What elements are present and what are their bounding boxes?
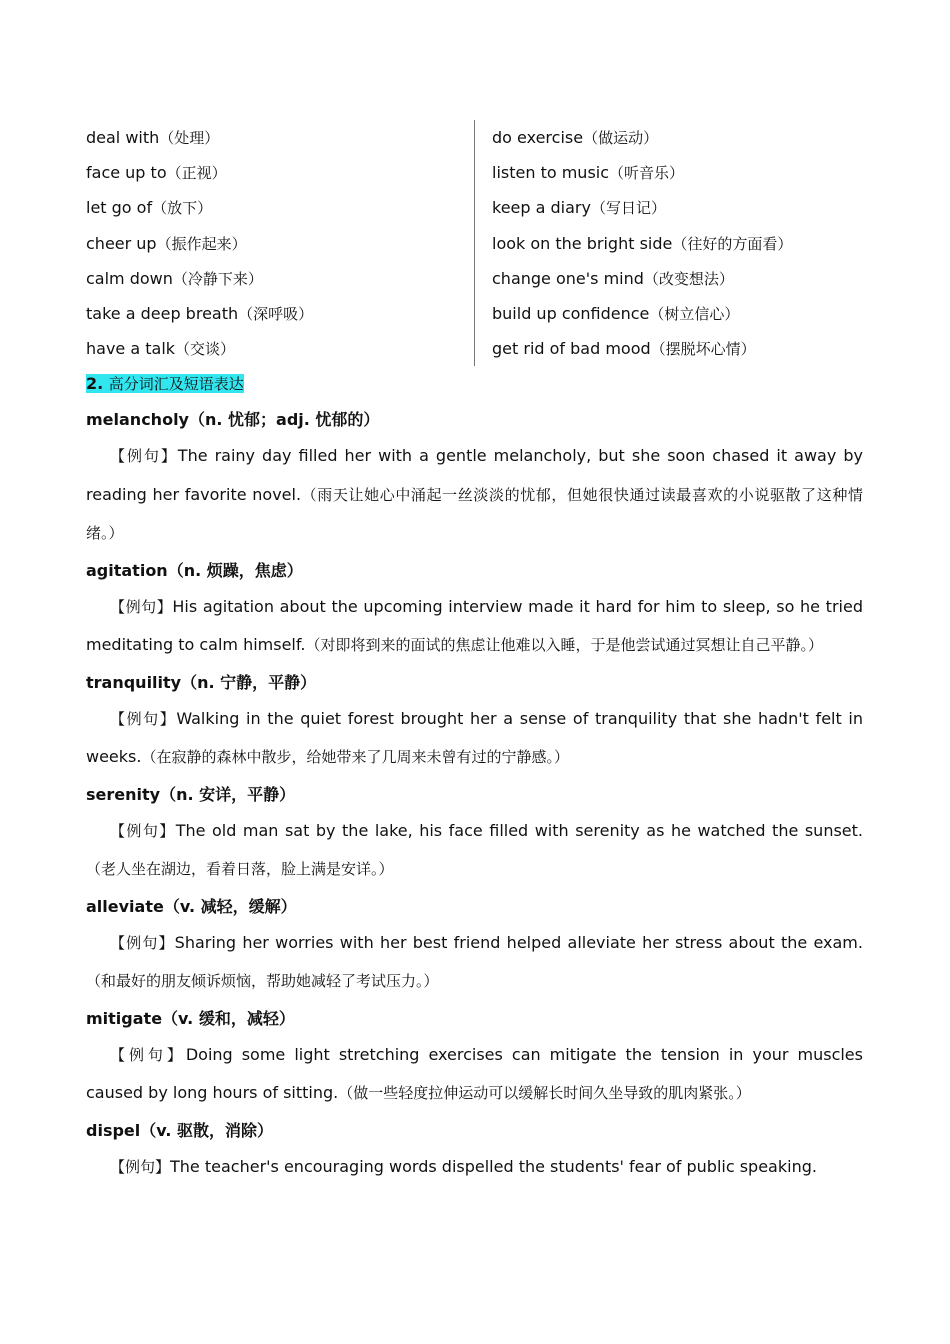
phrase-item: have a talk（交谈）	[86, 339, 236, 359]
vocab-entry	[86, 1113, 863, 1187]
entry-title: alleviate（v. 减轻，缓解）	[86, 896, 297, 916]
vocab-entry	[86, 665, 863, 777]
phrase-item: cheer up（振作起来）	[86, 233, 247, 253]
entry-title: melancholy（n. 忧郁；adj. 忧郁的）	[86, 410, 380, 429]
example-sentence: 【例句】The teacher's encouraging words dispelled the students' fear of public speaking.	[110, 1156, 817, 1176]
phrase-item: calm down（冷静下来）	[86, 268, 263, 288]
phrase-item: do exercise（做运动）	[492, 128, 659, 147]
phrase-column-left	[86, 120, 475, 366]
vocab-entry	[86, 402, 863, 553]
vocab-entry	[86, 553, 863, 665]
phrase-column-right	[475, 120, 792, 366]
entry-title: agitation（n. 烦躁，焦虑）	[86, 560, 303, 580]
phrase-item: get rid of bad mood（摆脱坏心情）	[492, 339, 756, 359]
phrase-item: keep a diary（写日记）	[492, 198, 666, 218]
example-sentence: 【例句】Sharing her worries with her best friend helped alleviate her stress about the exam.（和最好的朋友倾诉烦恼，帮助她减轻了考试压力。）	[86, 932, 863, 990]
example-sentence: 【例句】The rainy day filled her with a gentle melancholy, but she soon chased it away by reading her favorite novel.（雨天让她心中涌起一丝淡淡的忧郁，但她很快通过读最喜欢的小说驱散了这种情绪。）	[86, 446, 864, 542]
phrase-item: face up to（正视）	[86, 163, 227, 183]
entry-title: dispel（v. 驱散，消除）	[86, 1120, 274, 1140]
entry-title: tranquility（n. 宁静，平静）	[86, 672, 317, 692]
example-sentence: 【例句】His agitation about the upcoming interview made it hard for him to sleep, so he tried meditating to calm himself.（对即将到来的面试的焦虑让他难以入睡，于是他尝试通过冥想让自己平静。）	[86, 596, 863, 654]
example-sentence: 【例句】The old man sat by the lake, his face filled with serenity as he watched the sunset.（老人坐在湖边，看着日落，脸上满是安详。）	[86, 820, 863, 878]
example-sentence: 【例句】Doing some light stretching exercises can mitigate the tension in your muscles caused by long hours of sitting.（做一些轻度拉伸运动可以缓解长时间久坐导致的肌肉紧张。）	[86, 1044, 863, 1102]
phrase-item: listen to music（听音乐）	[492, 163, 685, 183]
entry-title: serenity（n. 安详，平静）	[86, 784, 296, 804]
example-sentence: 【例句】Walking in the quiet forest brought her a sense of tranquility that she hadn't felt in weeks.（在寂静的森林中散步，给她带来了几周来未曾有过的宁静感。）	[86, 708, 863, 766]
phrase-item: take a deep breath（深呼吸）	[86, 303, 314, 323]
entry-title: mitigate（v. 缓和，减轻）	[86, 1008, 295, 1028]
highlighted-heading: 2. 高分词汇及短语表达	[86, 374, 244, 393]
vocab-entry	[86, 777, 863, 889]
vocab-entry	[86, 889, 863, 1001]
phrase-item: let go of（放下）	[86, 198, 213, 218]
phrase-item: deal with（处理）	[86, 128, 220, 147]
section-heading	[86, 366, 863, 402]
vocab-entry	[86, 1001, 863, 1113]
phrase-item: look on the bright side（往好的方面看）	[492, 233, 793, 253]
phrase-table	[86, 120, 864, 366]
phrase-item: change one's mind（改变想法）	[492, 268, 734, 288]
vocabulary-section	[86, 366, 863, 1186]
phrase-item: build up confidence（树立信心）	[492, 303, 740, 323]
